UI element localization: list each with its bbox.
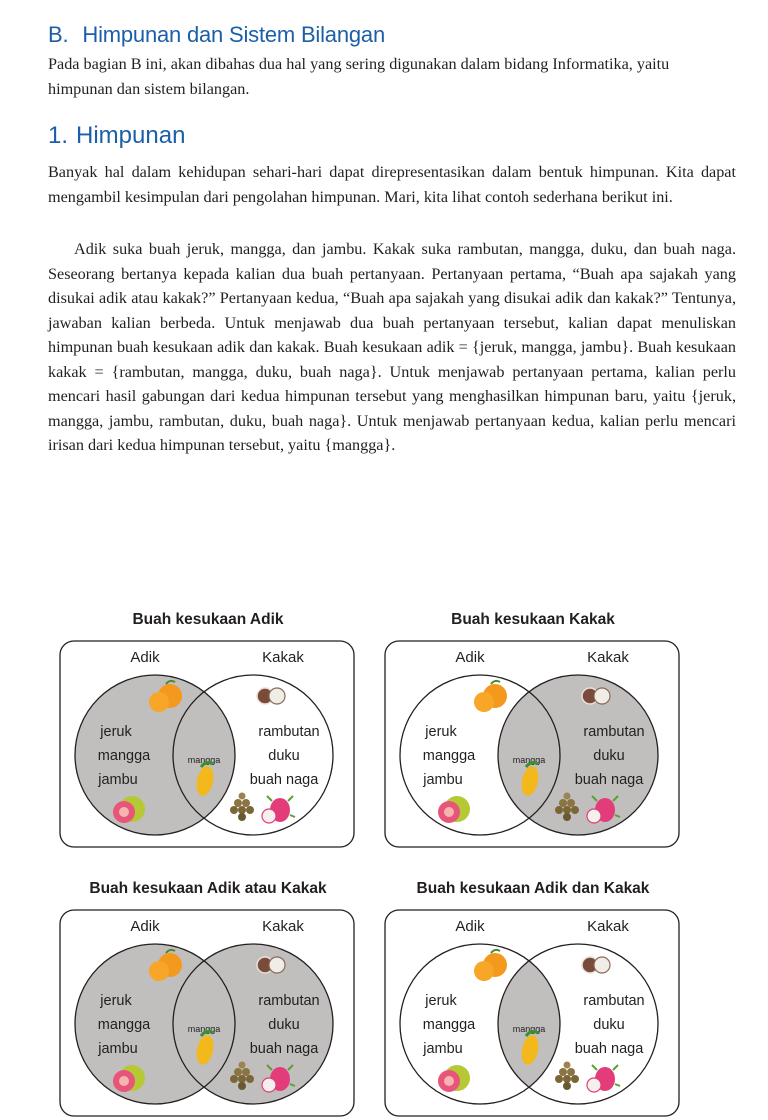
intersection-label: mangga — [187, 755, 221, 765]
paragraph-1: Banyak hal dalam kehidupan sehari-hari dapat direpresentasikan dalam bentuk himpunan. Kita dapat mengambil kesimpulan dari pengolahan himpunan. Mari, kita lihat contoh sederhana berikut ini. — [48, 163, 736, 206]
intersection-label: mangga — [187, 1024, 221, 1034]
venn-diagram — [58, 908, 358, 1120]
rambutan-icon — [582, 688, 610, 704]
adik-item-label: jambu — [423, 772, 463, 788]
adik-set-label: Adik — [455, 649, 485, 666]
kakak-item-label: buah naga — [574, 1041, 644, 1057]
venn-figure-intersection — [383, 880, 683, 1120]
dragonfruit-icon — [587, 1065, 620, 1092]
adik-item-label: jambu — [98, 772, 138, 788]
duku-icon — [555, 1062, 579, 1091]
dragonfruit-icon — [262, 796, 295, 823]
section-title: Himpunan dan Sistem Bilangan — [82, 22, 385, 47]
rambutan-icon — [582, 957, 610, 973]
subsection-heading — [48, 122, 185, 150]
kakak-item-label: rambutan — [583, 993, 645, 1009]
adik-item-label: jambu — [98, 1041, 138, 1057]
figure-title: Buah kesukaan Kakak — [451, 611, 615, 628]
adik-item-label: mangga — [97, 1017, 151, 1033]
paragraph-2: Adik suka buah jeruk, mangga, dan jambu. Kakak suka rambutan, mangga, duku, dan buah naga. Seseorang bertanya kepada kalian dua buah pertanyaan. Pertanyaan pertama, “Buah apa sajakah yang disukai adik atau kakak?” Pertanyaan kedua, “Buah apa sajakah yang disukai adik dan kakak?” Tentunya, jawaban kalian berbeda. Untuk menjawab dua buah pertanyaan tersebut, kalian dapat menuliskan himpunan buah kesukaan adik dan kakak. Buah kesukaan adik = {jeruk, mangga, jambu}. Buah kesukaan kakak = {rambutan, mangga, duku, buah naga}. Untuk menjawab pertanyaan pertama, kalian perlu mencari hasil gabungan dari kedua himpunan tersebut yang menghasilkan himpunan baru, yaitu {jeruk, mangga, jambu, rambutan, duku, buah naga}. Untuk menjawab pertanyaan kedua, kalian perlu mencari irisan dari kedua himpunan tersebut, yaitu {mangga}. — [48, 240, 736, 454]
adik-item-label: jambu — [423, 1041, 463, 1057]
orange-icon — [474, 950, 507, 981]
intro-paragraph: Pada bagian B ini, akan dibahas dua hal yang sering digunakan dalam bidang Informatika, yaitu himpunan dan sistem bilangan. — [48, 55, 670, 98]
figure-title: Buah kesukaan Adik atau Kakak — [89, 880, 327, 897]
rambutan-icon — [257, 957, 285, 973]
adik-set-label: Adik — [130, 649, 160, 666]
kakak-item-label: buah naga — [574, 772, 644, 788]
adik-item-label: mangga — [422, 1017, 476, 1033]
adik-item-label: jeruk — [100, 993, 132, 1009]
rambutan-icon — [257, 688, 285, 704]
kakak-item-label: rambutan — [258, 993, 320, 1009]
figure-title: Buah kesukaan Adik — [132, 611, 284, 628]
subsection-number: 1. — [48, 122, 69, 149]
intersection-label: mangga — [512, 1024, 546, 1034]
kakak-item-label: buah naga — [249, 772, 319, 788]
venn-diagram — [383, 908, 683, 1120]
kakak-set-label: Kakak — [587, 649, 629, 666]
adik-item-label: mangga — [422, 748, 476, 764]
subsection-title: Himpunan — [76, 122, 186, 149]
kakak-set-label: Kakak — [587, 918, 629, 935]
kakak-set-label: Kakak — [262, 918, 304, 935]
adik-item-label: mangga — [97, 748, 151, 764]
adik-item-label: jeruk — [100, 724, 132, 740]
guava-icon — [438, 796, 470, 823]
kakak-set-label: Kakak — [262, 649, 304, 666]
venn-diagram — [383, 639, 683, 851]
section-number: B. — [48, 22, 69, 47]
kakak-item-label: duku — [593, 748, 625, 764]
venn-diagram — [58, 639, 358, 851]
kakak-item-label: buah naga — [249, 1041, 319, 1057]
intersection-label: mangga — [512, 755, 546, 765]
kakak-item-label: rambutan — [258, 724, 320, 740]
section-heading — [48, 22, 385, 48]
kakak-item-label: duku — [593, 1017, 625, 1033]
figure-title: Buah kesukaan Adik dan Kakak — [416, 880, 650, 897]
guava-icon — [438, 1065, 470, 1092]
adik-item-label: jeruk — [425, 993, 457, 1009]
kakak-item-label: duku — [268, 1017, 300, 1033]
venn-figure-union — [58, 880, 358, 1120]
venn-figure-kakak — [383, 611, 683, 851]
duku-icon — [230, 793, 254, 822]
orange-icon — [474, 681, 507, 712]
adik-set-label: Adik — [455, 918, 485, 935]
venn-figure-adik — [58, 611, 358, 851]
adik-item-label: jeruk — [425, 724, 457, 740]
adik-set-label: Adik — [130, 918, 160, 935]
kakak-item-label: rambutan — [583, 724, 645, 740]
kakak-item-label: duku — [268, 748, 300, 764]
